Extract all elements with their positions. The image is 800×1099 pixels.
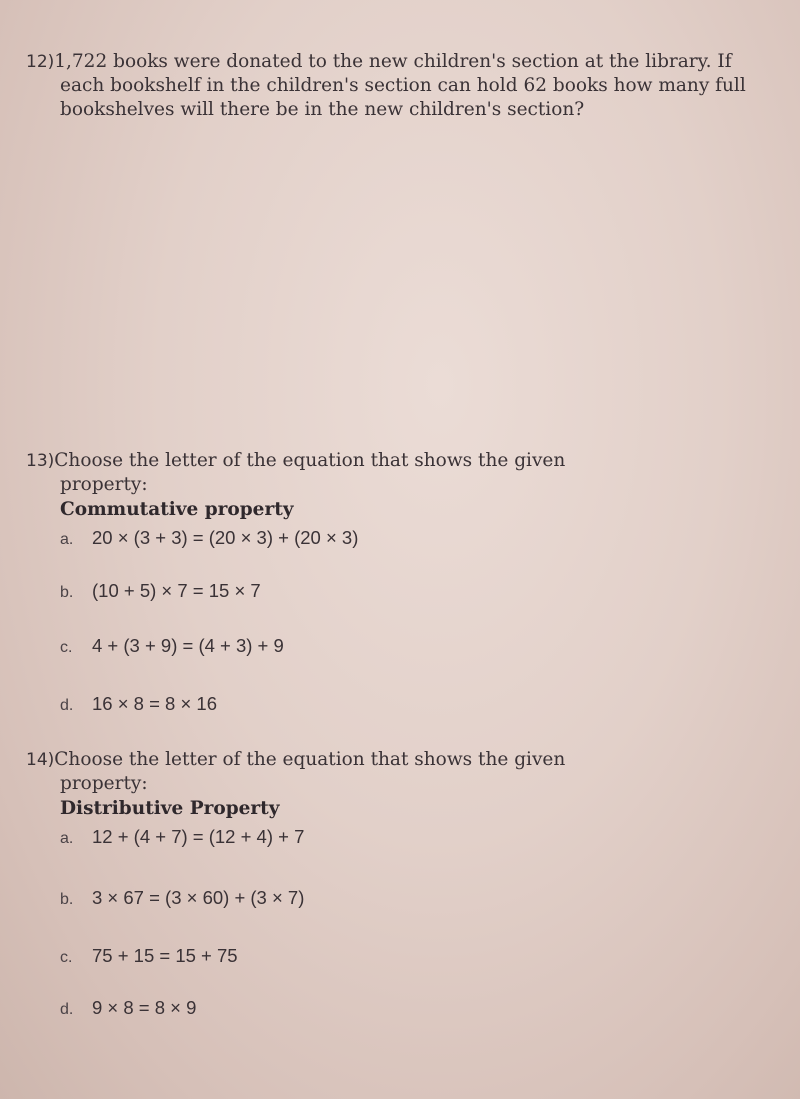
option-letter: c. [60, 639, 73, 656]
question-14-property: Distributive Property [60, 798, 280, 819]
option-equation: 4 + (3 + 9) = (4 + 3) + 9 [92, 635, 284, 656]
option-letter: c. [60, 949, 73, 966]
question-13-line-1 [26, 449, 726, 473]
question-14-option-b[interactable] [60, 887, 304, 909]
question-12-text-1: 1,722 books were donated to the new children's section at the library. If [54, 51, 732, 72]
option-letter: b. [60, 891, 74, 908]
question-14-option-a[interactable] [60, 826, 304, 848]
question-13-option-d[interactable] [60, 693, 217, 715]
question-13-option-b[interactable] [60, 580, 261, 602]
option-equation: 12 + (4 + 7) = (12 + 4) + 7 [92, 826, 305, 847]
question-13-property: Commutative property [60, 499, 294, 520]
question-13 [26, 449, 726, 729]
question-13-number: 13) [26, 451, 55, 471]
question-14 [26, 748, 726, 1028]
question-13-text-1: Choose the letter of the equation that shows the given [54, 450, 566, 471]
question-14-line-1 [26, 748, 726, 772]
option-equation: 20 × (3 + 3) = (20 × 3) + (20 × 3) [92, 527, 359, 548]
option-letter: a. [60, 531, 74, 548]
question-12-line-1 [26, 50, 746, 74]
option-equation: 75 + 15 = 15 + 75 [92, 945, 238, 966]
question-14-line-2: property: [60, 773, 148, 794]
question-13-line-2: property: [60, 474, 148, 495]
option-equation: 3 × 67 = (3 × 60) + (3 × 7) [92, 887, 305, 908]
option-letter: a. [60, 830, 74, 847]
option-equation: (10 + 5) × 7 = 15 × 7 [92, 580, 261, 601]
question-12 [26, 50, 746, 122]
option-letter: d. [60, 1001, 74, 1018]
question-12-number: 12) [26, 52, 55, 72]
question-14-text-1: Choose the letter of the equation that shows the given [54, 749, 566, 770]
question-14-option-c[interactable] [60, 945, 238, 967]
option-letter: b. [60, 584, 74, 601]
option-letter: d. [60, 697, 74, 714]
option-equation: 16 × 8 = 8 × 16 [92, 693, 217, 714]
question-13-option-a[interactable] [60, 527, 358, 549]
question-12-line-3: bookshelves will there be in the new children's section? [60, 99, 585, 120]
question-12-line-2: each bookshelf in the children's section can hold 62 books how many full [60, 75, 746, 96]
option-equation: 9 × 8 = 8 × 9 [92, 997, 197, 1018]
question-13-option-c[interactable] [60, 635, 284, 657]
question-14-option-d[interactable] [60, 997, 196, 1019]
question-14-number: 14) [26, 750, 55, 770]
